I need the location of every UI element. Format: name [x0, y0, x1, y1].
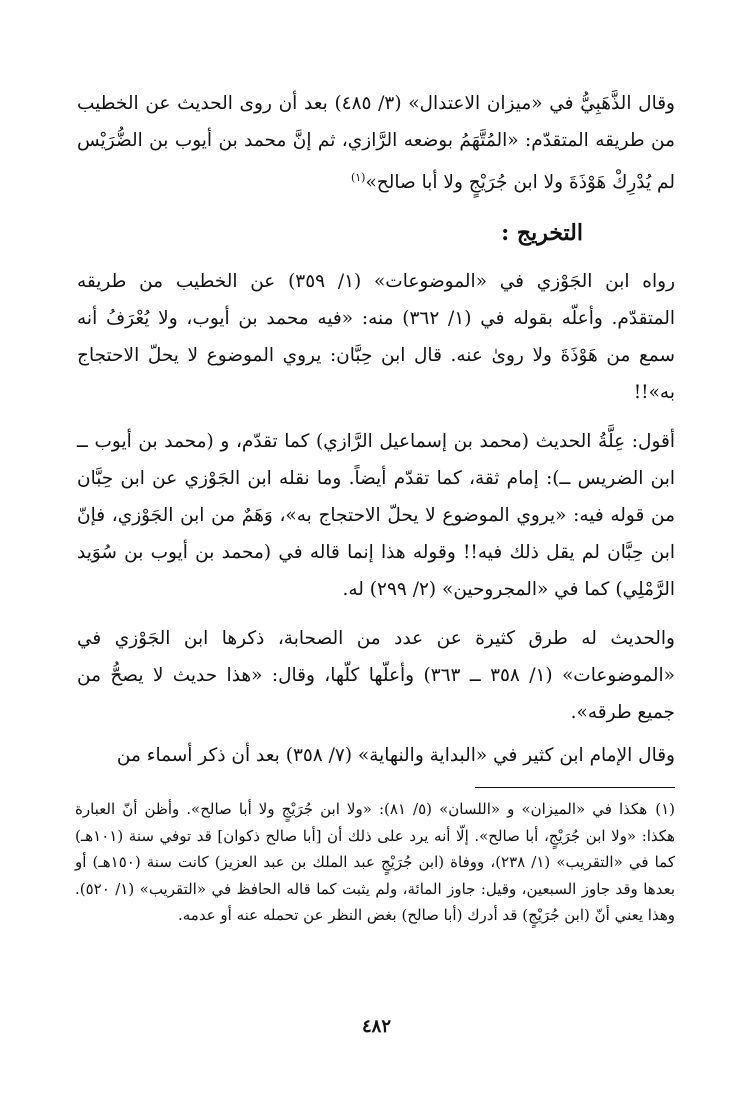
paragraph-aqoul: أقول: عِلَّةُ الحديث (محمد بن إسماعيل الرَّازي) كما تقدّم، و (محمد بن أيوب ــ ابن الضريس ــ): إمام ثقة، كما تقدّم أيضاً. وما نقله ابن الجَوْزي عن ابن حِبَّان من قوله فيه: «يروي الموضوع لا يحلّ الاحتجاج به»، وَهَمٌ من ابن الجَوْزي، فإنّ ابن حِبَّان لم يقل ذلك فيه!! وقوله هذا إنما قاله في (محمد بن أيوب بن سُوَيد الرَّمْلِي) كما في «المجروحين» (٢/ ٢٩٩) له. — [77, 431, 675, 600]
section-heading: التخريج : — [501, 220, 583, 246]
footnote-number: (١) — [655, 800, 675, 818]
paragraph-text: وقال الذَّهَبِيُّ في «ميزان الاعتدال» (٣/ ٤٨٥) بعد أن روى الحديث عن الخطيب من طريقه المتقدّم: «المُتَّهَمُ بوضعه الرَّازي، ثم إنَّ محمد بن أيوب بن الضُّرَيْس لم يُدْرِكْ هَوْذَةَ ولا ابن جُرَيْجٍ ولا أبا صالح» — [77, 93, 675, 194]
footnote-text: هكذا في «الميزان» و «اللسان» (٥/ ٨١): «ولا ابن جُرَيْجٍ ولا أبا صالح». وأظن أنّ العبارة هكذا: «ولا ابن جُرَيْجٍ، أبا صالح». إلّا أنه يرد على ذلك أن [أبا صالح ذكوان] قد توفي سنة (١٠١هـ) كما في «التقريب» (١/ ٢٣٨)، ووفاة (ابن جُرَيْجٍ عبد الملك بن عبد العزيز) كانت سنة (١٥٠هـ) أو بعدها وقد جاوز السبعين، وقيل: جاوز المائة، ولم يثبت كما قاله الحافظ في «التقريب» (١/ ٥٢٠). وهذا يعني أنّ (ابن جُرَيْجٍ) قد أدرك (أبا صالح) بغض النظر عن تحمله عنه أو عدمه. — [75, 800, 676, 924]
paragraph-takhrij: رواه ابن الجَوْزي في «الموضوعات» (١/ ٣٥٩) عن الخطيب من طريقه المتقدّم. وأعلّه بقوله في (١/ ٣٦٢) منه: «فيه محمد بن أيوب، ولا يُعْرَفُ أنه سمع من هَوْذَةَ ولا روىٰ عنه. قال ابن حِبَّان: يروي الموضوع لا يحلّ الاحتجاج به»!! — [77, 271, 675, 403]
paragraph-ibn-kathir: وقال الإمام ابن كثير في «البداية والنهاية» (٧/ ٣٥٨) بعد أن ذكر أسماء من — [116, 745, 675, 766]
footnote-separator — [475, 787, 675, 788]
paragraph-turuq: والحديث له طرق كثيرة عن عدد من الصحابة، ذكرها ابن الجَوْزي في «الموضوعات» (١/ ٣٥٨ ــ ٣٦٣) وأعلّها كلّها، وقال: «هذا حديث لا يصحُّ من جميع طرقه». — [77, 628, 676, 723]
page-number: ٤٨٢ — [361, 1016, 391, 1037]
footnote-reference: (١) — [350, 171, 366, 184]
footnote — [75, 796, 675, 929]
paragraph-dhahabi-quote — [77, 85, 675, 201]
